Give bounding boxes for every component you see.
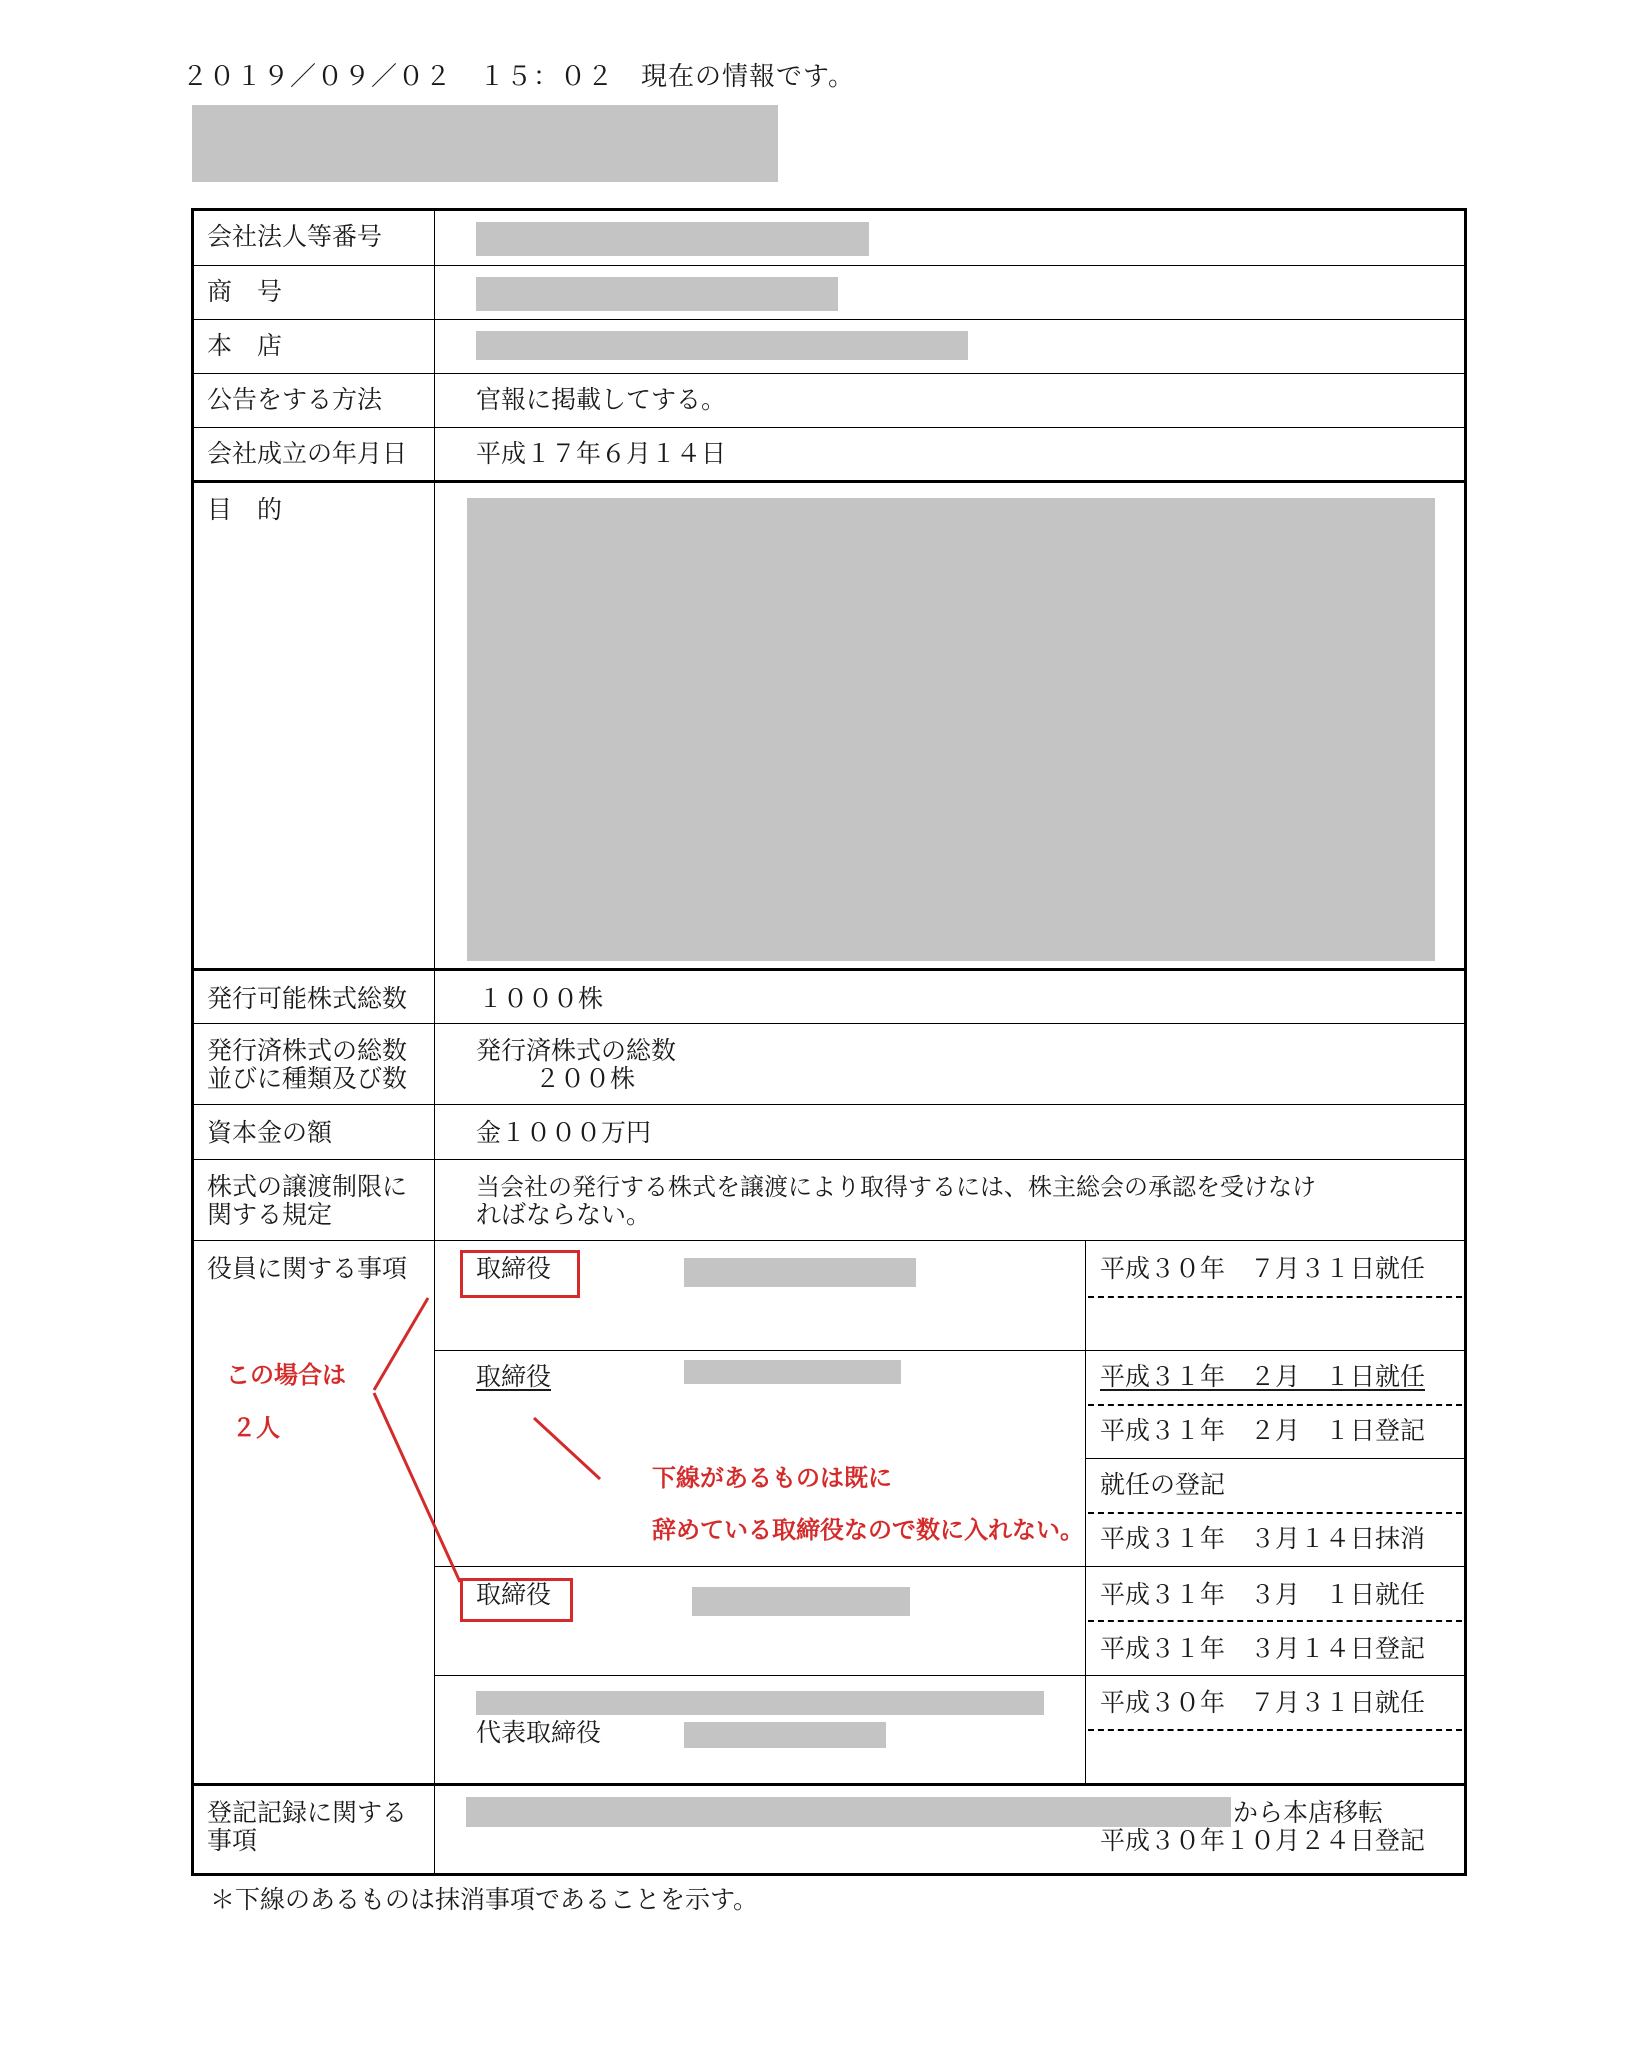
footer-note: ＊下線のあるものは抹消事項であることを示す。 xyxy=(210,1885,759,1914)
transfer-restriction-value-2: ればならない。 xyxy=(476,1200,652,1229)
annotation-line-upper xyxy=(374,1298,428,1390)
registry-record-value-1: から本店移転 xyxy=(1233,1798,1384,1827)
issued-shares-value-2: ２００株 xyxy=(535,1064,636,1093)
officer-3-title: 取締役 xyxy=(476,1580,552,1609)
annotation-left-line1: この場合は xyxy=(226,1361,346,1389)
registry-record-value-2: 平成３０年１０月２４日登記 xyxy=(1100,1826,1426,1855)
header-note: 現在の情報です。 xyxy=(641,62,855,92)
registry-record-label-2: 事項 xyxy=(207,1826,258,1855)
header-timestamp: ２０１９／０９／０２ １５：０２ xyxy=(182,62,615,92)
transfer-restriction-value-1: 当会社の発行する株式を譲渡により取得するには、株主総会の承認を受けなけ xyxy=(476,1173,1316,1201)
established-value: 平成１７年６月１４日 xyxy=(476,439,727,468)
issued-shares-label-2: 並びに種類及び数 xyxy=(207,1064,408,1093)
officer-2-reg-2: 平成３１年 ２月 １日登記 xyxy=(1100,1416,1426,1445)
officer-1-title: 取締役 xyxy=(476,1254,552,1283)
purpose-label: 目 的 xyxy=(207,495,283,524)
capital-label: 資本金の額 xyxy=(207,1118,333,1147)
public-notice-label: 公告をする方法 xyxy=(207,385,383,414)
officers-label: 役員に関する事項 xyxy=(207,1254,408,1283)
officer-2-reg-1: 平成３１年 ２月 １日就任 xyxy=(1100,1362,1426,1391)
officer-4-reg-1: 平成３０年 ７月３１日就任 xyxy=(1100,1688,1426,1717)
authorized-shares-value: １０００株 xyxy=(478,984,604,1013)
annotation-right-line2: 辞めている取締役なので数に入れない。 xyxy=(652,1516,1084,1544)
public-notice-value: 官報に掲載してする。 xyxy=(476,385,727,414)
trade-name-label: 商 号 xyxy=(207,277,283,306)
annotation-left-line2: ２人 xyxy=(232,1414,280,1442)
transfer-restriction-label-2: 関する規定 xyxy=(207,1200,333,1229)
officer-3-reg-1: 平成３１年 ３月 １日就任 xyxy=(1100,1580,1426,1609)
annotation-line-pointer xyxy=(534,1418,600,1479)
officer-2-reg-4: 平成３１年 ３月１４日抹消 xyxy=(1100,1524,1426,1553)
officer-2-title: 取締役 xyxy=(476,1362,552,1391)
transfer-restriction-label-1: 株式の譲渡制限に xyxy=(207,1172,408,1201)
capital-value: 金１０００万円 xyxy=(476,1118,652,1147)
officer-3-reg-2: 平成３１年 ３月１４日登記 xyxy=(1100,1634,1426,1663)
officer-4-title: 代表取締役 xyxy=(476,1718,602,1747)
issued-shares-label-1: 発行済株式の総数 xyxy=(207,1036,408,1065)
officer-1-reg-1: 平成３０年 ７月３１日就任 xyxy=(1100,1254,1426,1283)
issued-shares-value-1: 発行済株式の総数 xyxy=(476,1036,677,1065)
head-office-label: 本 店 xyxy=(207,331,283,360)
company-number-label: 会社法人等番号 xyxy=(207,222,383,251)
established-label: 会社成立の年月日 xyxy=(207,439,408,468)
annotation-right-line1: 下線があるものは既に xyxy=(652,1464,892,1492)
authorized-shares-label: 発行可能株式総数 xyxy=(207,984,408,1013)
officer-2-reg-3: 就任の登記 xyxy=(1100,1470,1226,1499)
registry-record-label-1: 登記記録に関する xyxy=(207,1798,408,1827)
annotation-line-lower xyxy=(374,1393,460,1582)
